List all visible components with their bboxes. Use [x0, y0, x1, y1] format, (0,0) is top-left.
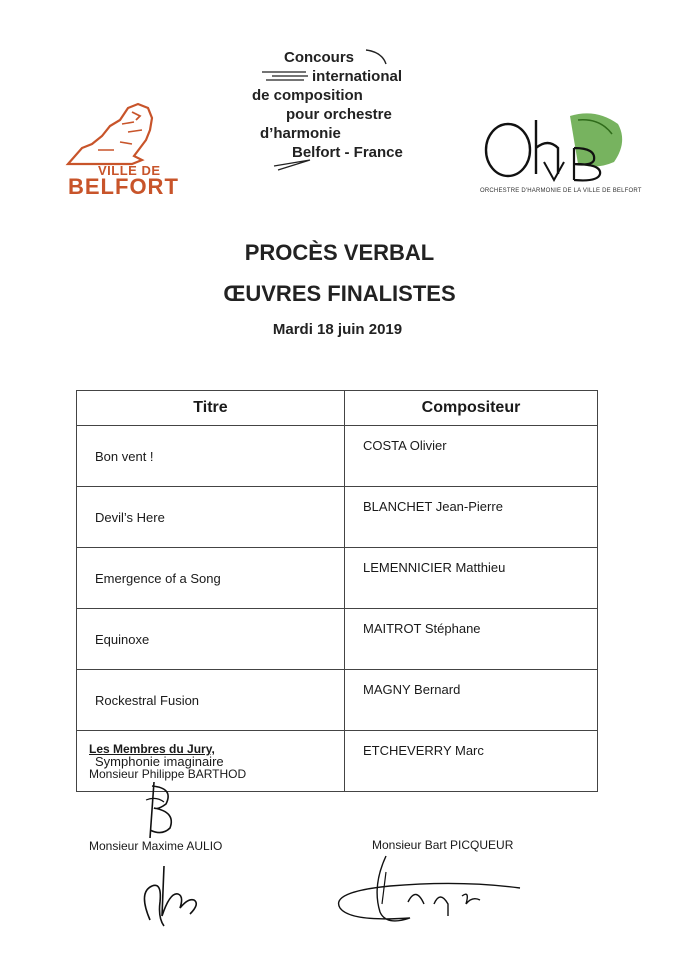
composer-cell: COSTA Olivier [345, 426, 598, 487]
concours-header [248, 48, 428, 178]
jury-heading: Les Membres du Jury, [89, 742, 215, 756]
belfort-logo-line2: BELFORT [68, 174, 179, 199]
work-title-cell: Emergence of a Song [77, 548, 345, 609]
work-title-cell: Symphonie imaginaire [77, 731, 345, 792]
concours-line: Concours [284, 49, 355, 66]
table-row [77, 670, 598, 731]
concours-line: Belfort - France [292, 144, 403, 161]
composer-cell: BLANCHET Jean-Pierre [345, 487, 598, 548]
signature-picqueur [330, 846, 540, 938]
column-header-composer: Compositeur [345, 391, 598, 426]
table-row [77, 487, 598, 548]
concours-line: de composition [252, 87, 363, 104]
signature-aulio [128, 852, 218, 934]
signature-barthod [136, 778, 186, 848]
table-row [77, 548, 598, 609]
document-title: PROCÈS VERBAL [244, 240, 435, 265]
ville-de-belfort-logo [62, 98, 190, 198]
work-title-cell: Equinoxe [77, 609, 345, 670]
document-subtitle: ŒUVRES FINALISTES [223, 281, 456, 306]
concours-line: international [312, 68, 403, 85]
work-title-cell: Rockestral Fusion [77, 670, 345, 731]
ohvb-logo [478, 108, 642, 198]
composer-cell: MAITROT Stéphane [345, 609, 598, 670]
concours-line: d’harmonie [260, 125, 341, 142]
composer-cell: MAGNY Bernard [345, 670, 598, 731]
table-header-row [77, 391, 598, 426]
jury-member: Monsieur Philippe BARTHOD [89, 767, 247, 781]
composer-cell: LEMENNICIER Matthieu [345, 548, 598, 609]
ohvb-caption: ORCHESTRE D'HARMONIE DE LA VILLE DE BELFORT [480, 188, 642, 194]
concours-decoration-icon [248, 48, 428, 178]
table-row [77, 426, 598, 487]
composer-cell: ETCHEVERRY Marc [345, 731, 598, 792]
finalists-table [76, 390, 598, 792]
column-header-title: Titre [77, 391, 345, 426]
ohvb-mark-icon [478, 108, 630, 186]
document-date: Mardi 18 juin 2019 [272, 321, 403, 338]
belfort-logo-line1: VILLE DE [98, 163, 161, 178]
lion-icon [62, 98, 190, 170]
jury-member: Monsieur Bart PICQUEUR [372, 838, 514, 852]
concours-line: pour orchestre [286, 106, 392, 123]
work-title-cell: Bon vent ! [77, 426, 345, 487]
table-row [77, 609, 598, 670]
work-title-cell: Devil’s Here [77, 487, 345, 548]
jury-member: Monsieur Maxime AULIO [89, 839, 223, 853]
